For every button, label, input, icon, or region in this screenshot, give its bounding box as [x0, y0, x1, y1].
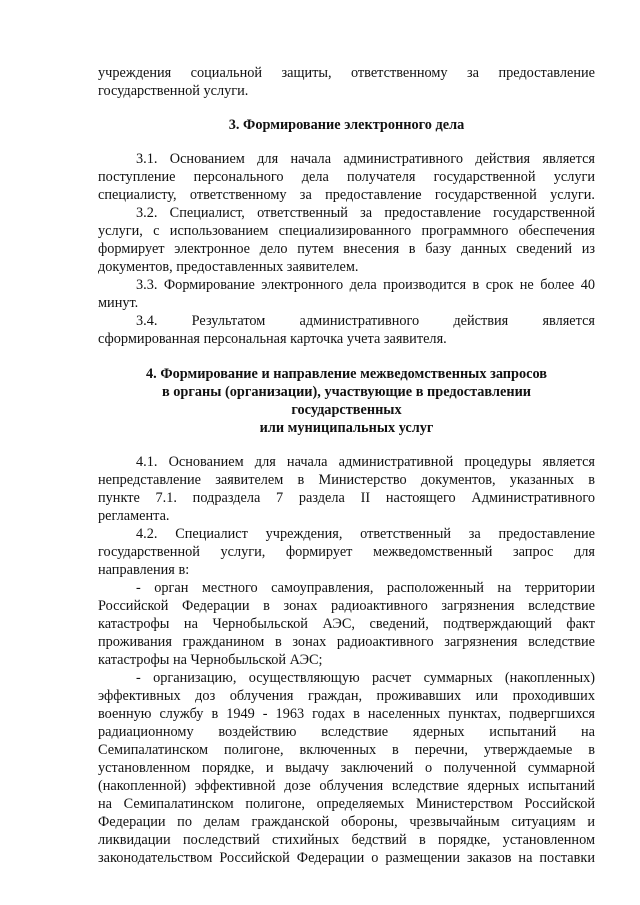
text-line: государственной услуги.	[98, 83, 249, 99]
text-line: радиационному воздействию вследствие ядерных испытаний на	[98, 724, 595, 740]
text-line: военную службу в 1949 - 1963 годах в населенных пунктах, подвергшихся	[98, 706, 595, 722]
section-4-heading: государственных	[291, 402, 402, 418]
text-line: документов, предоставленных заявителем.	[98, 259, 359, 275]
text-line: - орган местного самоуправления, расположенный на территории	[136, 580, 595, 596]
text-line: 3.4. Результатом административного действия является	[136, 313, 595, 329]
text-line: направления в:	[98, 562, 190, 578]
text-line: катастрофы на Чернобыльской АЭС, сведений, подтверждающий факт	[98, 616, 595, 632]
text-line: регламента.	[98, 508, 170, 524]
text-line: законодательством Российской Федерации о размещении заказов на поставки	[98, 850, 595, 866]
text-line: непредставление заявителем в Министерство документов, указанных в	[98, 472, 595, 488]
text-line: - организацию, осуществляющую расчет суммарных (накопленных)	[136, 670, 595, 686]
section-4-heading: или муниципальных услуг	[259, 420, 434, 436]
text-line: пункте 7.1. подраздела 7 раздела II настоящего Административного	[98, 490, 595, 506]
text-line: сформированная персональная карточка учета заявителя.	[98, 331, 447, 347]
text-line: минут.	[98, 295, 139, 311]
text-line: 3.3. Формирование электронного дела производится в срок не более 40	[136, 277, 595, 293]
text-line: ликвидации последствий стихийных бедствий в порядке, установленном	[98, 832, 595, 848]
text-line: Семипалатинском полигоне, включенных в перечни, утверждаемые в	[98, 742, 595, 758]
text-line: учреждения социальной защиты, ответственному за предоставление	[98, 65, 595, 81]
text-line: Российской Федерации в зонах радиоактивного загрязнения вследствие	[98, 598, 595, 614]
text-line: услуги, с использованием специализированного программного обеспечения	[98, 223, 595, 239]
section-4-heading: 4. Формирование и направление межведомственных запросов	[146, 366, 547, 382]
text-line: поступление персонального дела получателя государственной услуги	[98, 169, 595, 185]
text-line: эффективных доз облучения граждан, проживавших или проходивших	[98, 688, 595, 704]
text-line: государственной услуги, формирует межведомственный запрос для	[98, 544, 595, 560]
text-line: 4.2. Специалист учреждения, ответственный за предоставление	[136, 526, 595, 542]
text-line: специалисту, ответственному за предоставление государственной услуги.	[98, 187, 595, 203]
text-line: Федерации по делам гражданской обороны, чрезвычайным ситуациям и	[98, 814, 595, 830]
text-line: установленном порядке, и выдачу заключений о полученной суммарной	[98, 760, 595, 776]
text-line: (накопленной) эффективной дозе облучения вследствие ядерных испытаний	[98, 778, 595, 794]
text-line: формирует электронное дело путем внесения в базу данных сведений из	[98, 241, 595, 257]
text-line: проживания гражданином в зонах радиоактивного загрязнения вследствие	[98, 634, 595, 650]
text-line: на Семипалатинском полигоне, определяемых Министерством Российской	[98, 796, 595, 812]
text-line: 3.1. Основанием для начала административного действия является	[136, 151, 595, 167]
section-3-heading: 3. Формирование электронного дела	[228, 117, 465, 133]
text-line: катастрофы на Чернобыльской АЭС;	[98, 652, 323, 668]
text-line: 3.2. Специалист, ответственный за предоставление государственной	[136, 205, 595, 221]
text-line: 4.1. Основанием для начала административной процедуры является	[136, 454, 595, 470]
section-4-heading: в органы (организации), участвующие в предоставлении	[161, 384, 532, 400]
